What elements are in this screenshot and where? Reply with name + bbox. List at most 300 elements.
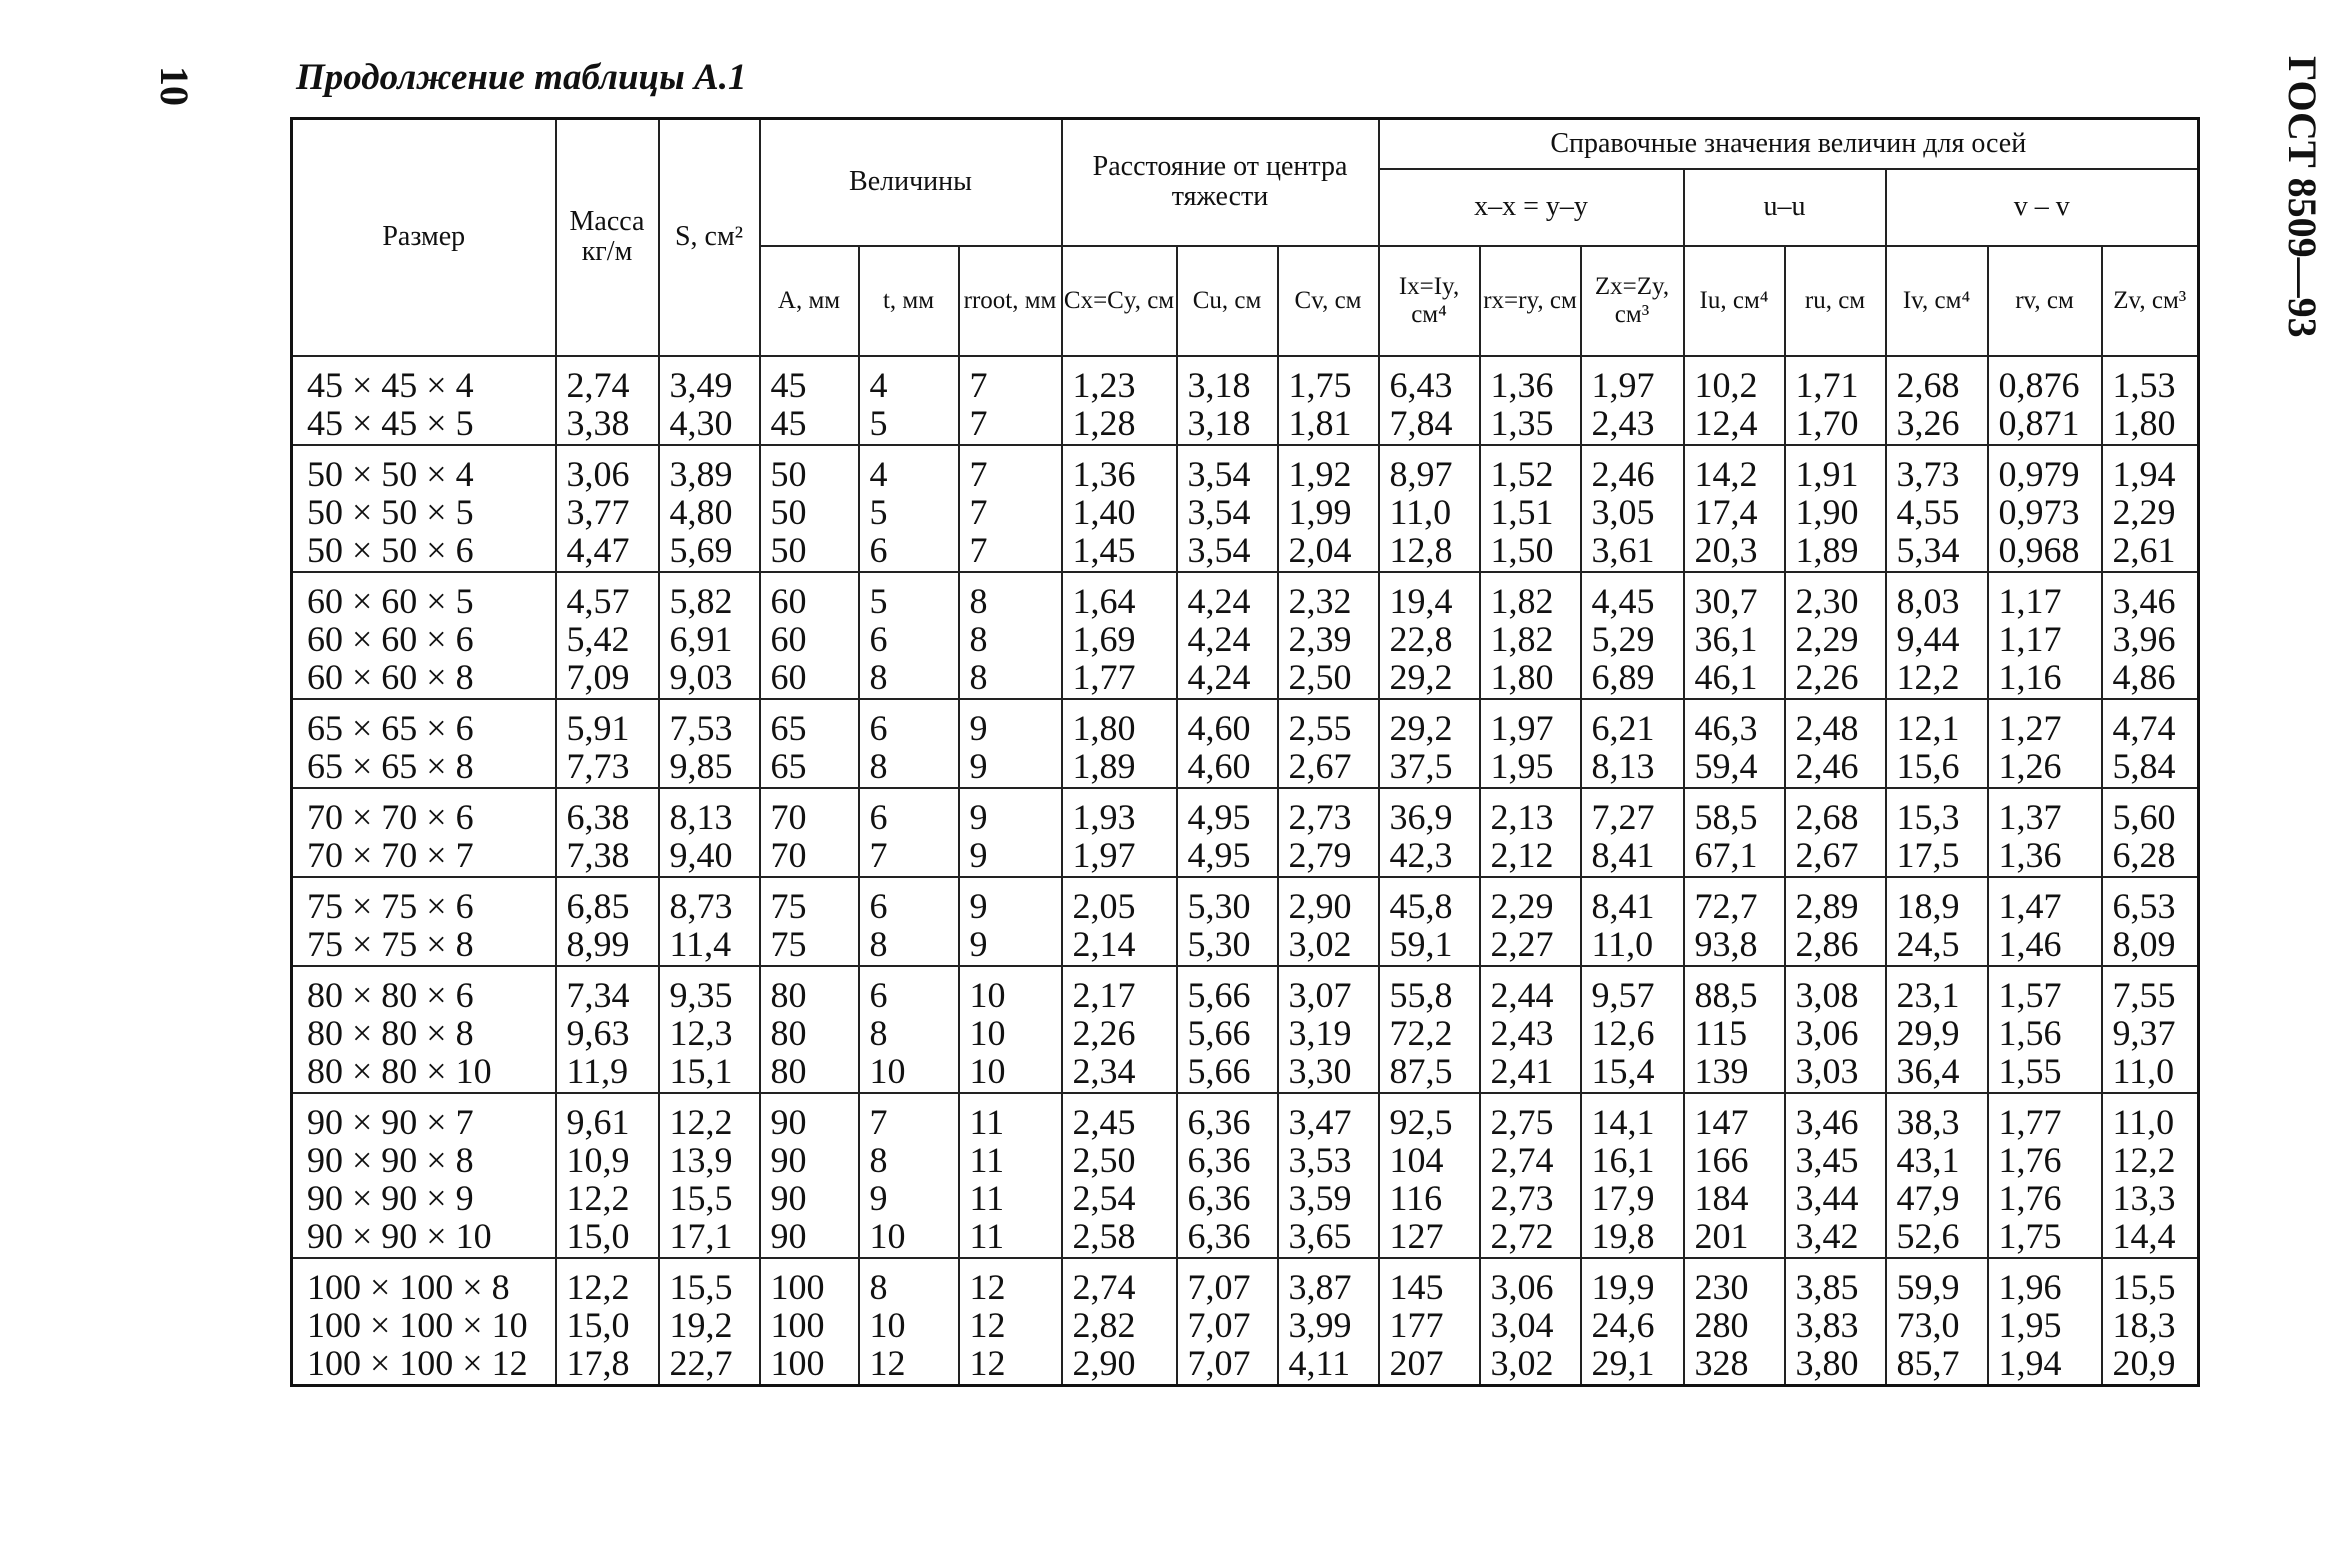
cell-r [959,877,1062,966]
value-mass: 3,38 [566,402,630,443]
value-area: 5,82 [669,580,733,621]
value-size: 75 × 75 × 8 [307,923,474,964]
value-Zv: 4,86 [2112,656,2176,697]
value-Cx: 2,58 [1072,1215,1136,1256]
header-Cx: Cx=Cy, см [1062,246,1177,356]
value-area: 9,03 [669,656,733,697]
header-Cv: Cv, см [1278,246,1379,356]
value-rv: 1,96 [1998,1266,2062,1307]
value-t: 6 [869,796,888,837]
value-ru: 2,86 [1795,923,1859,964]
value-ru: 1,91 [1795,453,1859,494]
value-area: 22,7 [669,1342,733,1383]
value-r: 9 [969,834,988,875]
value-ru: 3,44 [1795,1177,1859,1218]
value-Cx: 1,77 [1072,656,1136,697]
cell-ru [1785,966,1886,1093]
value-area: 19,2 [669,1304,733,1345]
value-A: 90 [770,1101,807,1142]
value-A: 50 [770,491,807,532]
cell-Ix [1379,788,1480,877]
value-Cv: 2,67 [1288,745,1352,786]
value-Iu: 201 [1694,1215,1749,1256]
value-r: 11 [969,1177,1005,1218]
header-rv: rv, см [1988,246,2102,356]
value-Ix: 29,2 [1389,656,1453,697]
value-ru: 3,08 [1795,974,1859,1015]
value-mass: 9,61 [566,1101,630,1142]
cell-Zv [2102,1093,2199,1258]
header-ru: ru, см [1785,246,1886,356]
value-mass: 12,2 [566,1177,630,1218]
value-Zx: 12,6 [1591,1012,1655,1053]
value-ru: 1,70 [1795,402,1859,443]
value-ru: 2,29 [1795,618,1859,659]
value-Zx: 2,46 [1591,453,1655,494]
cell-Iu [1684,1258,1785,1386]
value-Cu: 3,54 [1187,453,1251,494]
value-Cv: 2,04 [1288,529,1352,570]
cell-Iv [1886,966,1988,1093]
value-Ix: 7,84 [1389,402,1453,443]
value-Ix: 6,43 [1389,364,1453,405]
value-t: 5 [869,491,888,532]
value-A: 45 [770,402,807,443]
header-Zx: Zx=Zy, см³ [1581,246,1684,356]
value-mass: 2,74 [566,364,630,405]
value-mass: 15,0 [566,1304,630,1345]
value-Zv: 15,5 [2112,1266,2176,1307]
value-Zv: 13,3 [2112,1177,2176,1218]
value-t: 10 [869,1050,906,1091]
value-Ix: 29,2 [1389,707,1453,748]
cell-Cv [1278,877,1379,966]
value-Zx: 4,45 [1591,580,1655,621]
value-Iu: 36,1 [1694,618,1758,659]
value-Cv: 1,99 [1288,491,1352,532]
value-Cx: 2,82 [1072,1304,1136,1345]
value-Zv: 2,29 [2112,491,2176,532]
cell-rv [1988,788,2102,877]
value-rv: 1,75 [1998,1215,2062,1256]
value-Iu: 166 [1694,1139,1749,1180]
value-Cu: 3,54 [1187,491,1251,532]
value-r: 7 [969,402,988,443]
cell-Zx [1581,1093,1684,1258]
cell-Iv [1886,877,1988,966]
value-Iv: 15,3 [1896,796,1960,837]
cell-rv [1988,1093,2102,1258]
value-t: 8 [869,923,888,964]
value-r: 9 [969,796,988,837]
value-area: 9,35 [669,974,733,1015]
value-ru: 3,03 [1795,1050,1859,1091]
value-ru: 2,67 [1795,834,1859,875]
value-Ix: 45,8 [1389,885,1453,926]
cell-rv [1988,445,2102,572]
value-Iu: 72,7 [1694,885,1758,926]
value-Ix: 42,3 [1389,834,1453,875]
cell-ru [1785,445,1886,572]
value-size: 60 × 60 × 8 [307,656,474,697]
value-Iu: 139 [1694,1050,1749,1091]
value-rx: 2,27 [1490,923,1554,964]
table-row [292,877,2199,966]
value-Ix: 87,5 [1389,1050,1453,1091]
value-Ix: 92,5 [1389,1101,1453,1142]
cell-mass [556,1258,659,1386]
value-size: 100 × 100 × 8 [307,1266,510,1307]
cell-t [859,877,959,966]
header-area: S, см² [659,119,760,356]
cell-rv [1988,699,2102,788]
document-code: ГОСТ 8509—93 [2280,56,2325,338]
cell-mass [556,788,659,877]
value-rx: 2,75 [1490,1101,1554,1142]
cell-Cx [1062,877,1177,966]
value-area: 8,13 [669,796,733,837]
value-A: 100 [770,1266,825,1307]
value-rx: 1,82 [1490,580,1554,621]
value-Iu: 280 [1694,1304,1749,1345]
value-rx: 1,50 [1490,529,1554,570]
cell-rx [1480,966,1581,1093]
value-r: 9 [969,885,988,926]
cell-Cu [1177,699,1278,788]
value-mass: 4,57 [566,580,630,621]
value-rv: 1,76 [1998,1139,2062,1180]
value-ru: 3,83 [1795,1304,1859,1345]
cell-t [859,445,959,572]
cell-size [292,1093,556,1258]
cell-area [659,788,760,877]
cell-rx [1480,1258,1581,1386]
cell-mass [556,877,659,966]
value-rx: 2,41 [1490,1050,1554,1091]
table-row [292,1093,2199,1258]
value-t: 6 [869,529,888,570]
value-rv: 1,17 [1998,580,2062,621]
value-t: 6 [869,885,888,926]
value-Iu: 328 [1694,1342,1749,1383]
value-Cx: 2,26 [1072,1012,1136,1053]
value-area: 15,5 [669,1177,733,1218]
value-Iv: 12,2 [1896,656,1960,697]
value-Cv: 2,50 [1288,656,1352,697]
value-Zv: 6,53 [2112,885,2176,926]
header-A: A, мм [760,246,859,356]
value-size: 70 × 70 × 6 [307,796,474,837]
value-Zv: 9,37 [2112,1012,2176,1053]
value-Iv: 2,68 [1896,364,1960,405]
value-Ix: 116 [1389,1177,1443,1218]
value-Cv: 2,90 [1288,885,1352,926]
value-rv: 1,27 [1998,707,2062,748]
value-ru: 3,80 [1795,1342,1859,1383]
value-Iu: 46,3 [1694,707,1758,748]
value-size: 90 × 90 × 10 [307,1215,492,1256]
cell-area [659,1093,760,1258]
cell-Zv [2102,445,2199,572]
value-r: 11 [969,1101,1005,1142]
value-Cv: 1,81 [1288,402,1352,443]
cell-t [859,699,959,788]
value-Zv: 1,94 [2112,453,2176,494]
value-size: 60 × 60 × 5 [307,580,474,621]
value-Zv: 5,60 [2112,796,2176,837]
value-Iv: 3,73 [1896,453,1960,494]
value-rv: 1,55 [1998,1050,2062,1091]
value-Cx: 1,45 [1072,529,1136,570]
value-Iv: 23,1 [1896,974,1960,1015]
cell-size [292,788,556,877]
value-rx: 2,74 [1490,1139,1554,1180]
value-area: 12,3 [669,1012,733,1053]
cell-rv [1988,356,2102,445]
cell-rx [1480,877,1581,966]
value-Iu: 115 [1694,1012,1748,1053]
page-number: 10 [152,66,197,106]
header-axis-v: v – v [1886,169,2199,246]
value-ru: 2,48 [1795,707,1859,748]
value-Cx: 1,23 [1072,364,1136,405]
value-Cu: 5,66 [1187,1012,1251,1053]
value-r: 7 [969,453,988,494]
value-Cx: 1,64 [1072,580,1136,621]
value-A: 75 [770,885,807,926]
table-row [292,1258,2199,1386]
table-caption: Продолжение таблицы А.1 [296,57,747,98]
value-A: 65 [770,745,807,786]
value-Zx: 9,57 [1591,974,1655,1015]
value-Cx: 1,80 [1072,707,1136,748]
value-size: 80 × 80 × 10 [307,1050,492,1091]
value-Zv: 4,74 [2112,707,2176,748]
cell-Ix [1379,356,1480,445]
value-Iu: 12,4 [1694,402,1758,443]
table-row [292,445,2199,572]
cell-t [859,1093,959,1258]
cell-Zv [2102,788,2199,877]
cell-Iv [1886,699,1988,788]
value-A: 75 [770,923,807,964]
value-t: 5 [869,580,888,621]
value-r: 10 [969,1012,1006,1053]
value-mass: 3,06 [566,453,630,494]
header-Iv: Iv, см⁴ [1886,246,1988,356]
header-Zv: Zv, см³ [2102,246,2199,356]
value-Zx: 17,9 [1591,1177,1655,1218]
value-Cx: 2,90 [1072,1342,1136,1383]
value-Zx: 8,41 [1591,834,1655,875]
header-r-root: rroot, мм [959,246,1062,356]
value-Iv: 4,55 [1896,491,1960,532]
cell-A [760,445,859,572]
value-Cv: 2,73 [1288,796,1352,837]
value-Zx: 24,6 [1591,1304,1655,1345]
value-rv: 0,979 [1998,453,2080,494]
cell-Cv [1278,572,1379,699]
value-Iu: 59,4 [1694,745,1758,786]
value-Ix: 207 [1389,1342,1444,1383]
table-row [292,699,2199,788]
value-Cu: 3,54 [1187,529,1251,570]
cell-area [659,445,760,572]
value-Cu: 4,24 [1187,656,1251,697]
value-Ix: 127 [1389,1215,1444,1256]
header-Ix: Ix=Iy, см⁴ [1379,246,1480,356]
cell-size [292,966,556,1093]
value-t: 9 [869,1177,888,1218]
cell-Cu [1177,966,1278,1093]
value-Cu: 4,60 [1187,745,1251,786]
value-Iu: 10,2 [1694,364,1758,405]
value-Cv: 2,79 [1288,834,1352,875]
value-A: 90 [770,1139,807,1180]
value-Zx: 8,41 [1591,885,1655,926]
value-A: 50 [770,529,807,570]
cell-ru [1785,356,1886,445]
cell-Zx [1581,877,1684,966]
value-Cu: 5,30 [1187,885,1251,926]
cell-Cu [1177,1258,1278,1386]
value-Cv: 1,92 [1288,453,1352,494]
cell-t [859,572,959,699]
value-Zv: 5,84 [2112,745,2176,786]
value-A: 70 [770,834,807,875]
cell-Cu [1177,877,1278,966]
cell-Cx [1062,699,1177,788]
value-rv: 1,17 [1998,618,2062,659]
value-Zv: 6,28 [2112,834,2176,875]
value-Cx: 1,28 [1072,402,1136,443]
header-quantities: Величины [760,119,1062,246]
value-t: 7 [869,1101,888,1142]
value-Ix: 72,2 [1389,1012,1453,1053]
value-rx: 1,51 [1490,491,1554,532]
cell-Zv [2102,1258,2199,1386]
value-size: 75 × 75 × 6 [307,885,474,926]
value-mass: 7,34 [566,974,630,1015]
value-mass: 8,99 [566,923,630,964]
value-mass: 4,47 [566,529,630,570]
cell-Cx [1062,1258,1177,1386]
value-Ix: 104 [1389,1139,1444,1180]
value-t: 10 [869,1304,906,1345]
value-size: 70 × 70 × 7 [307,834,474,875]
table-row [292,572,2199,699]
cell-Zx [1581,572,1684,699]
cell-size [292,572,556,699]
value-Cu: 3,18 [1187,402,1251,443]
cell-Zx [1581,445,1684,572]
value-Zx: 16,1 [1591,1139,1655,1180]
value-area: 12,2 [669,1101,733,1142]
value-t: 8 [869,1139,888,1180]
cell-Ix [1379,1093,1480,1258]
value-Iv: 47,9 [1896,1177,1960,1218]
cell-Zv [2102,572,2199,699]
value-mass: 7,09 [566,656,630,697]
cell-rx [1480,788,1581,877]
value-rv: 0,968 [1998,529,2080,570]
cell-Cx [1062,1093,1177,1258]
value-Cu: 6,36 [1187,1215,1251,1256]
value-ru: 3,42 [1795,1215,1859,1256]
value-Ix: 12,8 [1389,529,1453,570]
value-Zv: 12,2 [2112,1139,2176,1180]
value-Ix: 19,4 [1389,580,1453,621]
value-mass: 6,85 [566,885,630,926]
cell-Iv [1886,788,1988,877]
value-rx: 3,06 [1490,1266,1554,1307]
cell-size [292,1258,556,1386]
cell-rx [1480,1093,1581,1258]
value-Cu: 7,07 [1187,1266,1251,1307]
value-Iv: 52,6 [1896,1215,1960,1256]
value-t: 10 [869,1215,906,1256]
value-A: 60 [770,618,807,659]
value-Cv: 3,02 [1288,923,1352,964]
cell-Iu [1684,1093,1785,1258]
value-rv: 1,76 [1998,1177,2062,1218]
value-rv: 1,37 [1998,796,2062,837]
cell-r [959,1258,1062,1386]
value-Zx: 6,89 [1591,656,1655,697]
value-ru: 3,45 [1795,1139,1859,1180]
value-Zv: 20,9 [2112,1342,2176,1383]
value-Zx: 2,43 [1591,402,1655,443]
value-Iu: 46,1 [1694,656,1758,697]
value-size: 100 × 100 × 12 [307,1342,528,1383]
value-t: 7 [869,834,888,875]
value-Cv: 3,59 [1288,1177,1352,1218]
value-rx: 1,36 [1490,364,1554,405]
cell-Cu [1177,1093,1278,1258]
value-t: 6 [869,707,888,748]
cell-r [959,1093,1062,1258]
header-centroid: Расстояние от центра тяжести [1062,119,1379,246]
cell-r [959,356,1062,445]
value-Iv: 38,3 [1896,1101,1960,1142]
value-Cv: 3,47 [1288,1101,1352,1142]
value-Iu: 147 [1694,1101,1749,1142]
table-row [292,356,2199,445]
value-area: 15,5 [669,1266,733,1307]
value-A: 60 [770,656,807,697]
table-body [292,356,2199,1386]
cell-A [760,1258,859,1386]
value-rv: 1,56 [1998,1012,2062,1053]
value-Ix: 177 [1389,1304,1444,1345]
value-A: 90 [770,1177,807,1218]
value-mass: 12,2 [566,1266,630,1307]
value-Iu: 88,5 [1694,974,1758,1015]
value-Cv: 1,75 [1288,364,1352,405]
value-area: 7,53 [669,707,733,748]
cell-area [659,572,760,699]
value-t: 5 [869,402,888,443]
cell-Cx [1062,966,1177,1093]
value-Ix: 37,5 [1389,745,1453,786]
value-A: 45 [770,364,807,405]
value-A: 65 [770,707,807,748]
header-Iu: Iu, см⁴ [1684,246,1785,356]
value-rv: 1,26 [1998,745,2062,786]
value-rx: 2,29 [1490,885,1554,926]
cell-r [959,445,1062,572]
cell-t [859,1258,959,1386]
